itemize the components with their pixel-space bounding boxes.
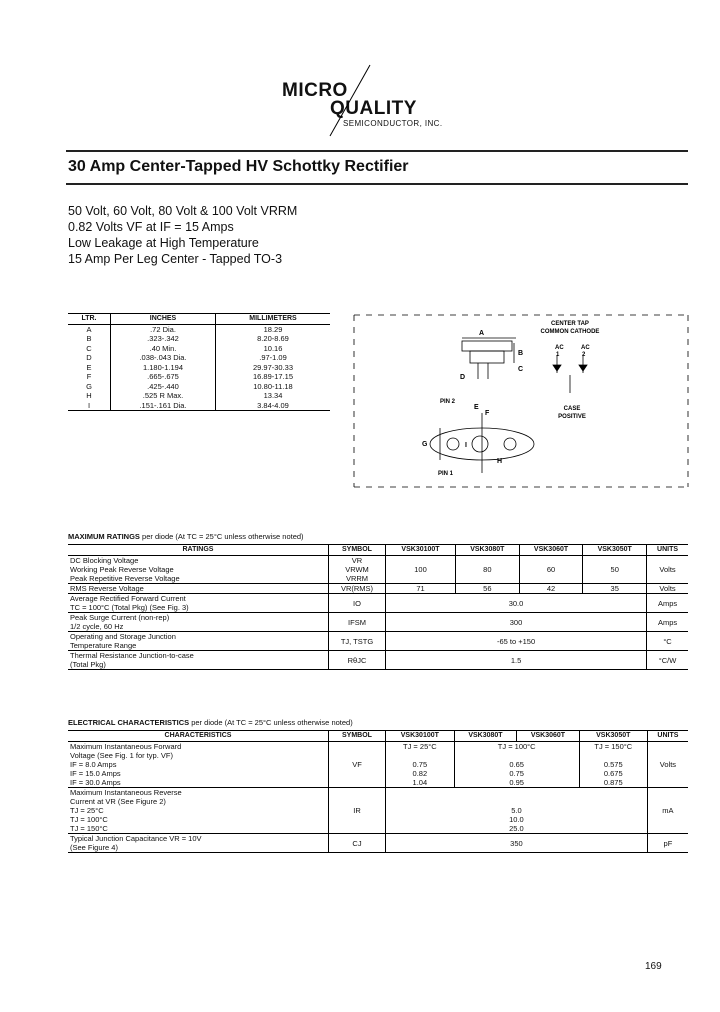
dim-letter-b: B [518, 350, 524, 357]
dim-cell-ltr: I [68, 401, 111, 411]
char-value: 5.0 10.0 25.0 [386, 788, 648, 834]
max_ratings-header: VSK3080T [456, 545, 520, 556]
elec-chars-table [68, 730, 688, 853]
char-label: Maximum Instantaneous Reverse Current at VR (See Figure 2) TJ = 25°C TJ = 100°C TJ = 150°C [68, 788, 329, 834]
rating-units: Amps [647, 613, 688, 632]
char-units: mA [647, 788, 688, 834]
max-rating-row [68, 632, 688, 651]
rating-units: Amps [647, 594, 688, 613]
title-rule-top [66, 150, 688, 152]
elec-chars-caption: ELECTRICAL CHARACTERISTICS per diode (At TC = 25°C unless otherwise noted) [68, 718, 353, 727]
package-diagram [352, 313, 690, 489]
dim-cell-inches: .40 Min. [111, 344, 216, 354]
positive-label: POSITIVE [558, 414, 586, 420]
dim-cell-inches: .151-.161 Dia. [111, 401, 216, 411]
rating-value: -65 to +150 [386, 632, 647, 651]
elec_chars-header: VSK3050T [579, 731, 647, 742]
case-label: CASE [563, 406, 581, 412]
char-symbol: CJ [329, 834, 386, 853]
dim-letter-d: D [460, 374, 466, 381]
dim-header-inches: INCHES [111, 314, 216, 325]
dim-cell-ltr: D [68, 353, 111, 363]
max_ratings-header: RATINGS [68, 545, 329, 556]
logo-line-3: SEMICONDUCTOR, INC. [343, 119, 443, 128]
dim-letter-h: H [497, 458, 503, 465]
dim-row [68, 344, 330, 354]
max_ratings-header: VSK3050T [583, 545, 647, 556]
elec_chars-header: CHARACTERISTICS [68, 731, 329, 742]
dim-cell-mm: 10.16 [263, 343, 283, 353]
dim-cell-mm: 29.97-30.33 [252, 362, 294, 372]
dim-header-ltr: LTR. [68, 314, 111, 325]
dim-cell-mm: 18.29 [263, 324, 283, 334]
rating-label: Peak Surge Current (non-rep) 1/2 cycle, 60 Hz [68, 613, 329, 632]
dim-cell-mm: .97-1.09 [259, 353, 287, 362]
rating-value: 42 [519, 584, 583, 594]
rating-label: DC Blocking Voltage Working Peak Reverse Voltage Peak Repetitive Reverse Voltage [68, 556, 329, 584]
dim-letter-e: E [474, 404, 479, 411]
ac-label-1: AC [555, 345, 564, 351]
char-label: Typical Junction Capacitance VR = 10V (See Figure 4) [68, 834, 329, 853]
dim-cell-mm: 13.34 [263, 391, 283, 400]
rating-symbol: IFSM [329, 613, 386, 632]
rating-symbol: IO [329, 594, 386, 613]
rating-value: 80 [456, 556, 520, 584]
rating-units: Volts [647, 556, 688, 584]
rating-units: Volts [647, 584, 688, 594]
dim-cell-inches: .665-.675 [111, 372, 216, 382]
dim-cell-ltr: C [68, 344, 111, 354]
page-number: 169 [645, 961, 662, 972]
dim-cell-mm: 10.80-11.18 [253, 381, 293, 391]
max-rating-row [68, 651, 688, 670]
pin1-label: PIN 1 [438, 471, 454, 477]
char-value: TJ = 25°C 0.75 0.82 1.04 [386, 742, 455, 788]
max-rating-row [68, 556, 688, 584]
max-rating-row [68, 584, 688, 594]
dim-row [68, 391, 330, 401]
dim-letter-c: C [518, 366, 524, 373]
dim-cell-ltr: F [68, 372, 111, 382]
char-value: TJ = 150°C 0.575 0.675 0.875 [579, 742, 647, 788]
elec-char-row [68, 834, 688, 853]
elec_chars-header: VSK30100T [386, 731, 455, 742]
dim-row [68, 372, 330, 382]
elec-char-row [68, 788, 688, 834]
dim-cell-inches: .72 Dia. [111, 324, 216, 334]
rating-value: 1.5 [386, 651, 647, 670]
char-symbol: IR [329, 788, 386, 834]
max-ratings-caption: MAXIMUM RATINGS per diode (At TC = 25°C unless otherwise noted) [68, 532, 304, 541]
feature-2: 0.82 Volts VF at IF = 15 Amps [68, 220, 234, 234]
max_ratings-header: VSK30100T [386, 545, 456, 556]
pin-num-1: 1 [556, 352, 560, 358]
max-rating-row [68, 594, 688, 613]
rating-symbol: VR VRWM VRRM [329, 556, 386, 584]
bottom-view [430, 413, 534, 473]
elec-char-row [68, 742, 688, 788]
elec_chars-header: SYMBOL [329, 731, 386, 742]
dim-row [68, 382, 330, 392]
dim-cell-ltr: E [68, 363, 111, 373]
dim-cell-ltr: G [68, 382, 111, 392]
pin2-label: PIN 2 [440, 399, 456, 405]
rating-value: 50 [583, 556, 647, 584]
dimensions-table [68, 313, 330, 411]
dim-cell-mm: 8.20-8.69 [257, 334, 289, 343]
logo-slash-icon [325, 62, 375, 142]
dim-row [68, 401, 330, 411]
rating-value: 30.0 [386, 594, 647, 613]
dim-letter-i: I [465, 442, 467, 449]
char-value: 350 [386, 834, 648, 853]
page-title: 30 Amp Center-Tapped HV Schottky Rectifier [68, 158, 409, 175]
rating-value: 56 [456, 584, 520, 594]
feature-1: 50 Volt, 60 Volt, 80 Volt & 100 Volt VRRM [68, 204, 298, 218]
max-ratings-table [68, 544, 688, 670]
dim-letter-a: A [479, 330, 485, 337]
char-value: TJ = 100°C 0.65 0.75 0.95 [454, 742, 579, 788]
dim-letter-f: F [485, 410, 490, 417]
max_ratings-header: VSK3060T [519, 545, 583, 556]
rating-symbol: TJ, TSTG [329, 632, 386, 651]
elec_chars-header: VSK3060T [517, 731, 580, 742]
feature-4: 15 Amp Per Leg Center - Tapped TO-3 [68, 252, 283, 266]
dim-cell-mm: 3.84-4.09 [216, 401, 331, 411]
rating-label: Thermal Resistance Junction-to-case (Total Pkg) [68, 651, 329, 670]
elec_chars-header: VSK3080T [454, 731, 517, 742]
max-rating-row [68, 613, 688, 632]
side-view [462, 338, 516, 379]
rating-symbol: RθJC [329, 651, 386, 670]
max_ratings-header: UNITS [647, 545, 688, 556]
rating-value: 35 [583, 584, 647, 594]
rating-label: Operating and Storage Junction Temperature Range [68, 632, 329, 651]
rating-value: 300 [386, 613, 647, 632]
dim-header-mm: MILLIMETERS [216, 314, 331, 325]
dim-cell-inches: .425-.440 [111, 382, 216, 392]
elec_chars-header: UNITS [647, 731, 688, 742]
logo-line-2: QUALITY [330, 98, 417, 119]
rating-value: 71 [386, 584, 456, 594]
dim-letter-g: G [422, 441, 428, 448]
dim-cell-inches: .323-.342 [111, 334, 216, 344]
dim-cell-ltr: B [68, 334, 111, 344]
max_ratings-header: SYMBOL [329, 545, 386, 556]
title-rule-bottom [66, 183, 688, 185]
rating-label: RMS Reverse Voltage [68, 584, 329, 594]
center-tap-label: CENTER TAP [551, 321, 589, 327]
feature-3: Low Leakage at High Temperature [68, 236, 259, 250]
rating-symbol: VR(RMS) [329, 584, 386, 594]
char-label: Maximum Instantaneous Forward Voltage (See Fig. 1 for typ. VF) IF = 8.0 Amps IF = 15.0 Amps IF = 30.0 Amps [68, 742, 329, 788]
dim-cell-mm: 16.89-17.15 [252, 372, 294, 381]
dim-cell-inches: 1.180-1.194 [111, 363, 216, 373]
logo-line-1: MICRO [282, 80, 348, 101]
dim-row [68, 324, 330, 334]
dim-row [68, 363, 330, 373]
rating-units: °C/W [647, 651, 688, 670]
char-units: Volts [647, 742, 688, 788]
char-units: pF [647, 834, 688, 853]
rating-units: °C [647, 632, 688, 651]
rating-label: Average Rectified Forward Current TC = 100°C (Total Pkg) (See Fig. 3) [68, 594, 329, 613]
dim-row [68, 334, 330, 344]
ac-label-2: AC [581, 345, 590, 351]
dim-cell-inches: .525 R Max. [111, 391, 216, 401]
dim-cell-ltr: H [68, 391, 111, 401]
dim-row [68, 353, 330, 363]
pin-num-2: 2 [582, 352, 586, 358]
char-symbol: VF [329, 742, 386, 788]
common-cathode-label: COMMON CATHODE [540, 329, 600, 335]
rating-value: 100 [386, 556, 456, 584]
schematic [553, 355, 587, 393]
rating-value: 60 [519, 556, 583, 584]
dim-cell-inches: .038-.043 Dia. [111, 353, 216, 363]
dim-cell-ltr: A [68, 324, 111, 334]
